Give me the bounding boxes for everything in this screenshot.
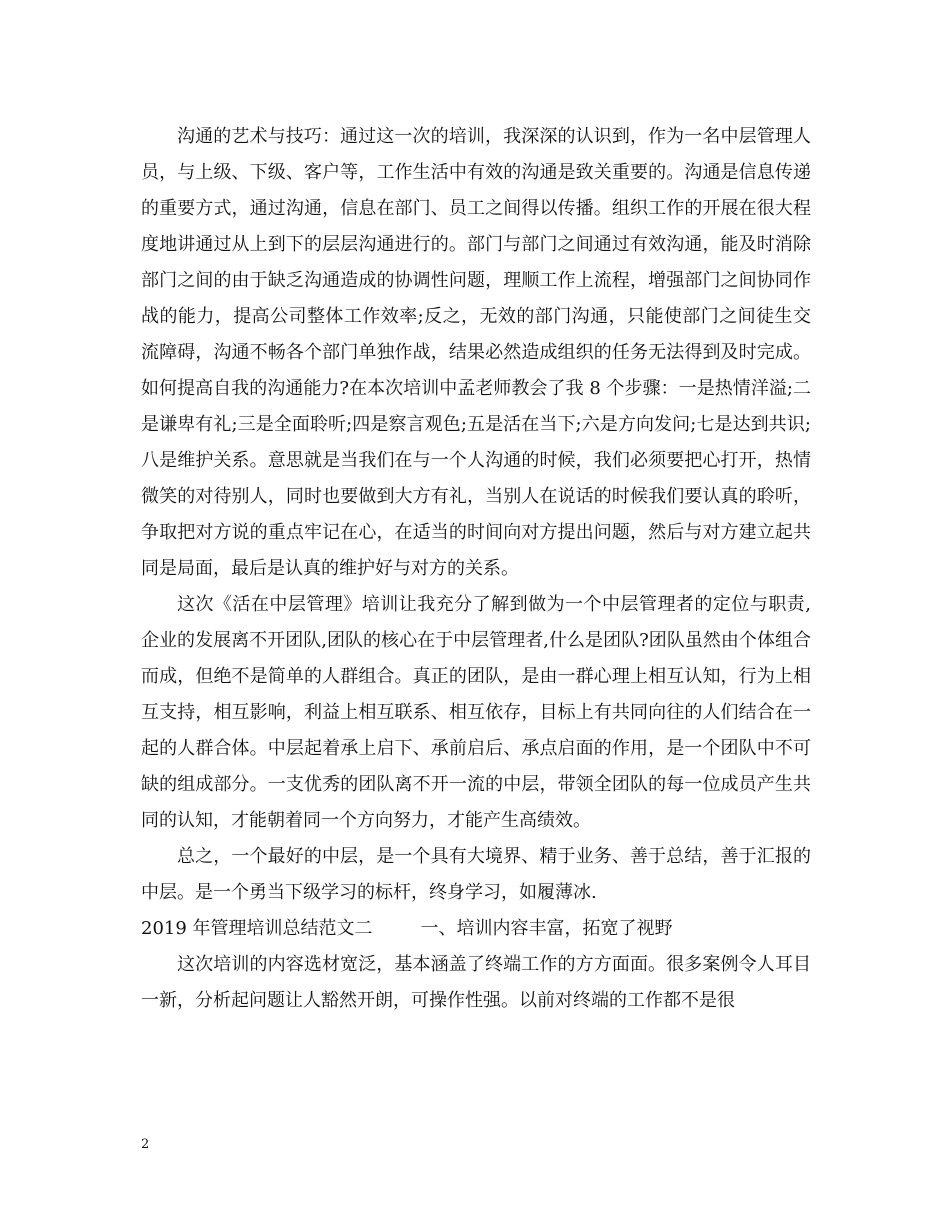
section-heading <box>141 911 811 947</box>
paragraph-training-content: 这次培训的内容选材宽泛，基本涵盖了终端工作的方方面面。很多案例令人耳目一新，分析起问题让人豁然开朗，可操作性强。以前对终端的工作都不是很 <box>141 954 811 1011</box>
document-body <box>141 119 811 1019</box>
paragraph-communication-skills: 沟通的艺术与技巧：通过这一次的培训，我深深的认识到，作为一名中层管理人员，与上级、下级、客户等，工作生活中有效的沟通是致关重要的。沟通是信息传递的重要方式，通过沟通，信息在部门、员工之间得以传播。组织工作的开展在很大程度地讲通过从上到下的层层沟通进行的。部门与部门之间通过有效沟通，能及时消除部门之间的由于缺乏沟通造成的协调性问题，理顺工作上流程，增强部门之间协同作战的能力，提高公司整体工作效率;反之，无效的部门沟通，只能使部门之间徒生交流障碍，沟通不畅各个部门单独作战，结果必然造成组织的任务无法得到及时完成。如何提高自我的沟通能力?在本次培训中孟老师教会了我 8 个步骤：一是热情洋溢;二是谦卑有礼;三是全面聆听;四是察言观色;五是活在当下;六是方向发问;七是达到共识;八是维护关系。意思就是当我们在与一个人沟通的时候，我们必须要把心打开，热情微笑的对待别人，同时也要做到大方有礼，当别人在说话的时候我们要认真的聆听，争取把对方说的重点牢记在心，在适当的时间向对方提出问题，然后与对方建立起共同是局面，最后是认真的维护好与对方的关系。 <box>141 126 811 579</box>
page-number: 2 <box>141 1137 150 1152</box>
section-subtitle: 一、培训内容丰富，拓宽了视野 <box>420 918 673 939</box>
paragraph-middle-management-team: 这次《活在中层管理》培训让我充分了解到做为一个中层管理者的定位与职责,企业的发展离不开团队,团队的核心在于中层管理者,什么是团队?团队虽然由个体组合而成，但绝不是简单的人群组合。真正的团队，是由一群心理上相互认知，行为上相互支持，相互影响，利益上相互联系、相互依存，目标上有共同向往的人们结合在一起的人群合体。中层起着承上启下、承前启后、承点启面的作用，是一个团队中不可缺的组成部分。一支优秀的团队离不开一流的中层，带领全团队的每一位成员产生共同的认知，才能朝着同一个方向努力，才能产生高绩效。 <box>141 594 811 831</box>
section-title: 2019 年管理培训总结范文二 <box>141 918 373 939</box>
paragraph-conclusion: 总之，一个最好的中层，是一个具有大境界、精于业务、善于总结，善于汇报的中层。是一个勇当下级学习的标杆，终身学习，如履薄冰. <box>141 846 811 903</box>
